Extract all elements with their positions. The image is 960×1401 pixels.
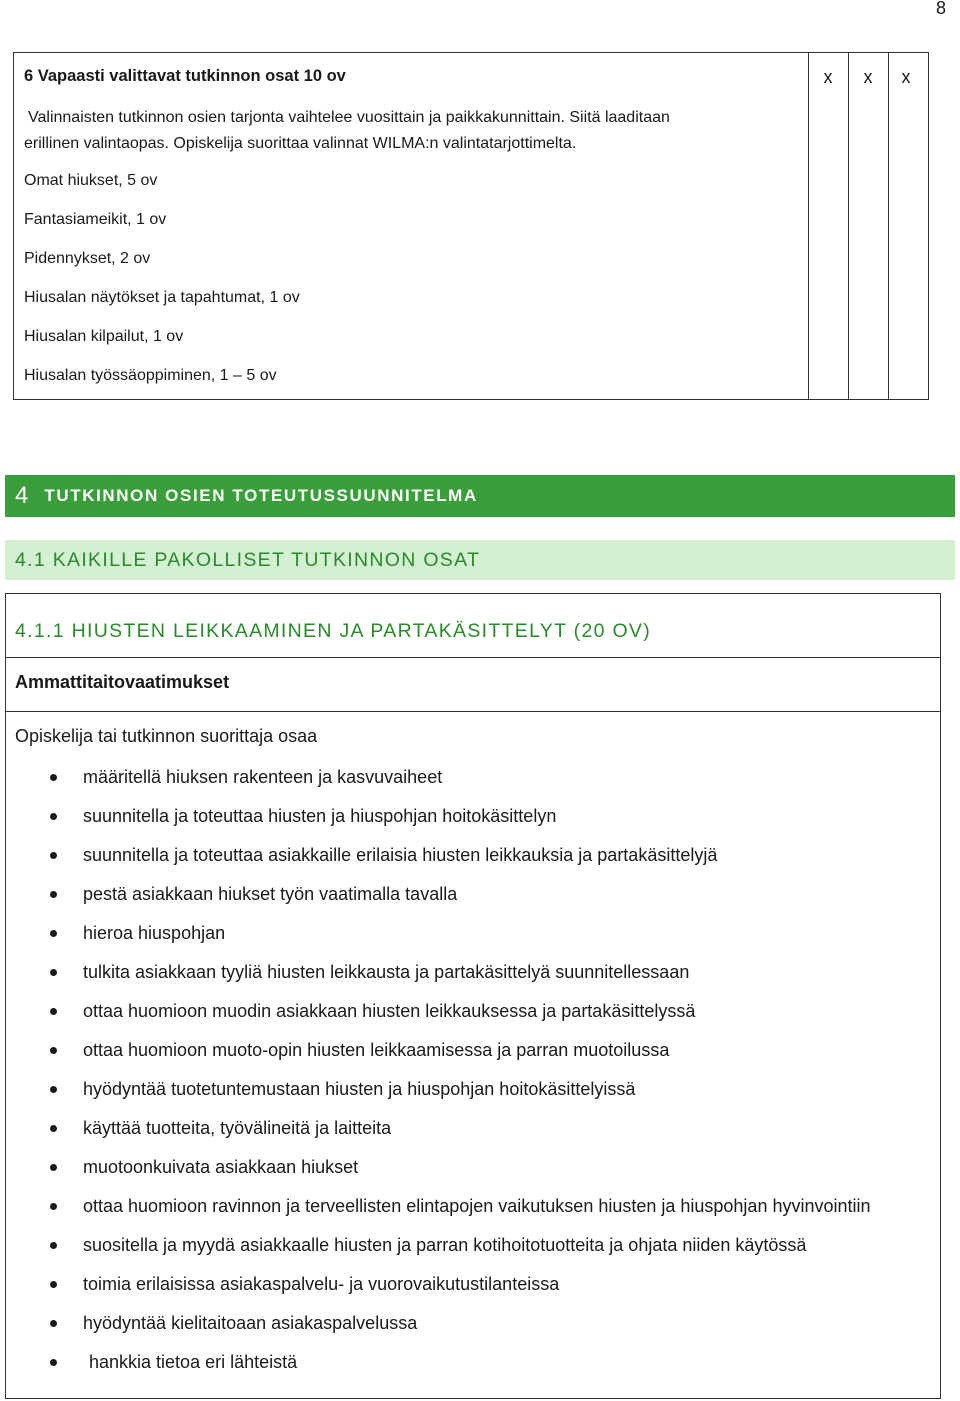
note-line-1: Valinnaisten tutkinnon osien tarjonta vaihtelee vuosittain ja paikkakunnittain. Siitä laaditaan	[28, 109, 670, 126]
bullet-icon	[50, 1320, 57, 1327]
bullet-icon	[50, 1164, 57, 1171]
optional-modules-note	[24, 105, 794, 157]
list-item: ottaa huomioon muoto-opin hiusten leikkaamisessa ja parran muotoilussa	[6, 1037, 926, 1076]
list-item: suositella ja myydä asiakkaalle hiusten ja parran kotihoitotuotteita ja ohjata niiden käytössä	[6, 1232, 926, 1271]
bullet-icon	[50, 1008, 57, 1015]
list-item: suunnitella ja toteuttaa hiusten ja hiuspohjan hoitokäsittelyn	[6, 803, 926, 842]
list-item: Fantasiameikit, 1 ov	[24, 211, 167, 228]
list-item: toimia erilaisissa asiakaspalvelu- ja vuorovaikutustilanteissa	[6, 1271, 926, 1310]
bullet-icon	[50, 1359, 57, 1366]
mark-cell-1: x	[823, 67, 833, 87]
module-title: 4.1.1 HIUSTEN LEIKKAAMINEN JA PARTAKÄSITTELYT (20 OV)	[15, 620, 652, 642]
bullet-icon	[50, 774, 57, 781]
list-item: Hiusalan näytökset ja tapahtumat, 1 ov	[24, 289, 300, 306]
list-item: hieroa hiuspohjan	[6, 920, 926, 959]
list-item: käyttää tuotteita, työvälineitä ja laitteita	[6, 1115, 926, 1154]
list-item: ottaa huomioon ravinnon ja terveellisten elintapojen vaikutuksen hiusten ja hiuspohjan hyvinvointiin	[6, 1193, 926, 1232]
table-divider	[6, 657, 940, 658]
bullet-icon	[50, 891, 57, 898]
section-4-1-heading	[5, 540, 955, 580]
list-item: Hiusalan kilpailut, 1 ov	[24, 328, 184, 345]
bullet-icon	[50, 1086, 57, 1093]
bullet-icon	[50, 1125, 57, 1132]
section-title: 4.1 KAIKILLE PAKOLLISET TUTKINNON OSAT	[15, 548, 481, 571]
section-number: 4	[15, 482, 29, 509]
bullet-icon	[50, 1203, 57, 1210]
section-4-heading	[5, 475, 955, 517]
list-item: muotoonkuivata asiakkaan hiukset	[6, 1154, 926, 1193]
list-item: ottaa huomioon muodin asiakkaan hiusten leikkauksessa ja partakäsittelyssä	[6, 998, 926, 1037]
optional-modules-list	[24, 170, 300, 404]
list-item: Hiusalan työssäoppiminen, 1 – 5 ov	[24, 367, 277, 384]
table-divider	[6, 711, 940, 712]
table-divider	[808, 53, 809, 399]
optional-modules-title: 6 Vapaasti valittavat tutkinnon osat 10 ov	[24, 67, 346, 85]
list-item: Pidennykset, 2 ov	[24, 250, 151, 267]
bullet-icon	[50, 1281, 57, 1288]
section-title: TUTKINNON OSIEN TOTEUTUSSUUNNITELMA	[44, 486, 478, 505]
bullet-icon	[50, 930, 57, 937]
mark-cell-3: x	[901, 67, 911, 87]
list-item: hyödyntää tuotetuntemustaan hiusten ja hiuspohjan hoitokäsittelyissä	[6, 1076, 926, 1115]
table-divider	[888, 53, 889, 399]
bullet-icon	[50, 813, 57, 820]
bullet-icon	[50, 852, 57, 859]
module-table	[5, 593, 941, 1399]
bullet-icon	[50, 1242, 57, 1249]
list-item: hankkia tietoa eri lähteistä	[6, 1349, 926, 1388]
mark-cell-2: x	[863, 67, 873, 87]
skills-list	[6, 764, 926, 1388]
page-number: 8	[935, 0, 946, 18]
bullet-icon	[50, 969, 57, 976]
list-item: pestä asiakkaan hiukset työn vaatimalla tavalla	[6, 881, 926, 920]
list-item: määritellä hiuksen rakenteen ja kasvuvaiheet	[6, 764, 926, 803]
optional-modules-table	[13, 52, 929, 400]
requirements-heading: Ammattitaitovaatimukset	[15, 672, 230, 692]
list-item: hyödyntää kielitaitoaan asiakaspalvelussa	[6, 1310, 926, 1349]
bullet-icon	[50, 1047, 57, 1054]
table-divider	[848, 53, 849, 399]
list-item: tulkita asiakkaan tyyliä hiusten leikkausta ja partakäsittelyä suunnitellessaan	[6, 959, 926, 998]
list-item: suunnitella ja toteuttaa asiakkaille erilaisia hiusten leikkauksia ja partakäsittelyjä	[6, 842, 926, 881]
requirements-intro: Opiskelija tai tutkinnon suorittaja osaa	[15, 726, 318, 746]
list-item: Omat hiukset, 5 ov	[24, 172, 158, 189]
note-line-2: erillinen valintaopas. Opiskelija suorittaa valinnat WILMA:n valintatarjottimelta.	[24, 135, 577, 152]
